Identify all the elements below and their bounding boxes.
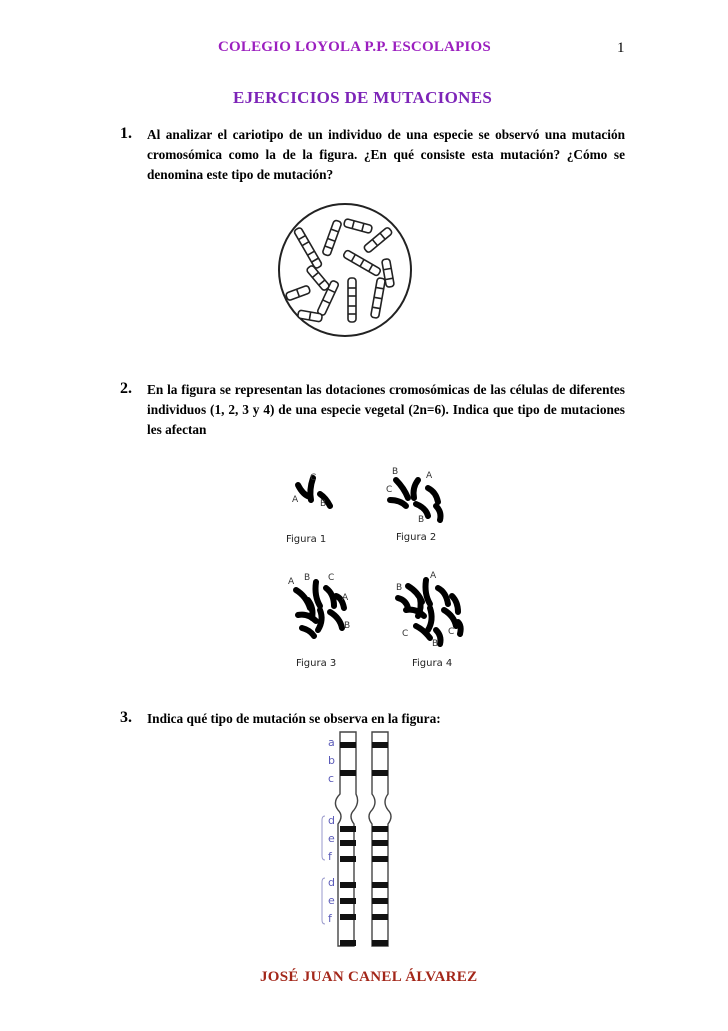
band-label-d2: d <box>328 876 335 889</box>
band-label-d1: d <box>328 814 335 827</box>
svg-text:C: C <box>328 573 335 583</box>
svg-text:A: A <box>426 471 433 481</box>
band-label-f2: f <box>328 912 332 925</box>
band-label-f1: f <box>328 850 332 863</box>
figura-2-chromosomes <box>390 480 441 520</box>
chromosome-sets-figure <box>258 450 493 675</box>
svg-text:C: C <box>448 627 455 637</box>
figura-1-caption: Figura 1 <box>286 534 327 545</box>
duplication-chromosome-figure <box>318 728 408 953</box>
band-label-e1: e <box>328 832 335 845</box>
svg-text:B: B <box>432 639 439 649</box>
svg-text:B: B <box>396 583 403 593</box>
question-2-number: 2. <box>120 380 132 397</box>
svg-text:B: B <box>320 499 327 509</box>
page-number: 1 <box>617 40 625 56</box>
header-school: COLEGIO LOYOLA P.P. ESCOLAPIOS <box>218 39 491 55</box>
karyotype-figure <box>270 198 420 348</box>
svg-text:A: A <box>430 571 437 581</box>
svg-text:B: B <box>344 621 351 631</box>
question-1-number: 1. <box>120 125 132 142</box>
figura-3-caption: Figura 3 <box>296 658 337 669</box>
svg-text:A: A <box>288 577 295 587</box>
svg-text:A: A <box>342 593 349 603</box>
svg-text:B: B <box>418 515 425 525</box>
question-1-text: Al analizar el cariotipo de un individuo de una especie se observó una mutación cromosómica como la de la figura. ¿En qué consiste esta mutación? ¿Cómo se denomina este tipo de mutación? <box>147 127 625 182</box>
question-2-text: En la figura se representan las dotaciones cromosómicas de las células de diferentes individuos (1, 2, 3 y 4) de una especie vegetal (2n=6). Indica que tipo de mutaciones les afectan <box>147 382 625 437</box>
question-3-text: Indica qué tipo de mutación se observa en la figura: <box>147 711 441 726</box>
svg-text:B: B <box>392 467 399 477</box>
svg-text:A: A <box>292 495 299 505</box>
question-3-number: 3. <box>120 709 132 726</box>
band-label-c: c <box>328 772 335 785</box>
band-label-a: a <box>328 736 335 749</box>
figura-2-caption: Figura 2 <box>396 532 437 543</box>
svg-text:C: C <box>402 629 409 639</box>
figura-3-chromosomes <box>296 582 344 636</box>
svg-text:C: C <box>310 473 317 483</box>
figura-4-caption: Figura 4 <box>412 658 453 669</box>
svg-text:B: B <box>304 573 311 583</box>
band-label-e2: e <box>328 894 335 907</box>
svg-text:C: C <box>386 485 393 495</box>
band-label-b: b <box>328 754 335 767</box>
footer-author: JOSÉ JUAN CANEL ÁLVAREZ <box>260 969 478 985</box>
document-title: EJERCICIOS DE MUTACIONES <box>233 88 493 107</box>
